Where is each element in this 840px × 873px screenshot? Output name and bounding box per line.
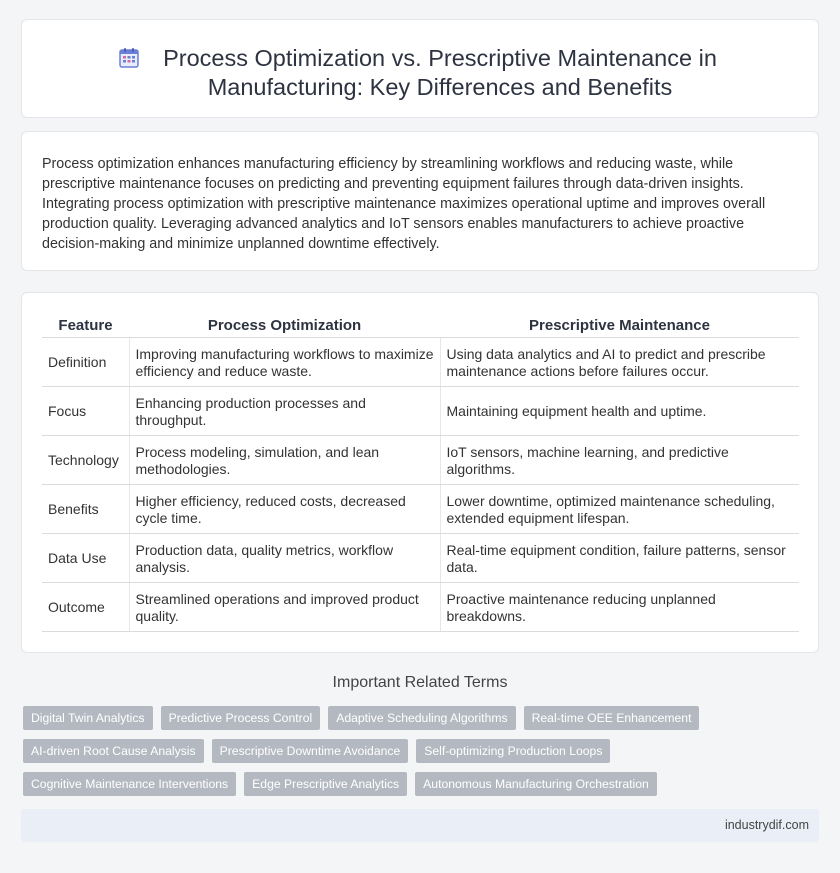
row-prescriptive-maintenance: Real-time equipment condition, failure patterns, sensor data.: [440, 534, 799, 583]
row-prescriptive-maintenance: Maintaining equipment health and uptime.: [440, 387, 799, 436]
comparison-table: [42, 315, 799, 632]
intro-card: [21, 131, 819, 271]
row-prescriptive-maintenance: Using data analytics and AI to predict and prescribe maintenance actions before failures occur.: [440, 338, 799, 387]
row-feature: Data Use: [42, 534, 129, 583]
related-term-tag[interactable]: Autonomous Manufacturing Orchestration: [415, 772, 657, 796]
row-prescriptive-maintenance: Proactive maintenance reducing unplanned breakdowns.: [440, 583, 799, 632]
header-feature: Feature: [42, 315, 129, 338]
related-term-tag[interactable]: Self-optimizing Production Loops: [416, 739, 610, 763]
row-process-optimization: Process modeling, simulation, and lean methodologies.: [129, 436, 440, 485]
row-process-optimization: Production data, quality metrics, workflow analysis.: [129, 534, 440, 583]
table-header-row: [42, 315, 799, 338]
footer-site-link[interactable]: industrydif.com: [724, 818, 809, 832]
row-process-optimization: Enhancing production processes and throughput.: [129, 387, 440, 436]
comparison-card: [21, 292, 819, 653]
title-wrap: [22, 44, 818, 102]
table-row: [42, 534, 799, 583]
calendar-icon: [118, 47, 140, 69]
row-process-optimization: Improving manufacturing workflows to maximize efficiency and reduce waste.: [129, 338, 440, 387]
row-feature: Definition: [42, 338, 129, 387]
related-terms-list: [23, 706, 823, 796]
related-term-tag[interactable]: Digital Twin Analytics: [23, 706, 153, 730]
related-term-tag[interactable]: Edge Prescriptive Analytics: [244, 772, 407, 796]
row-prescriptive-maintenance: IoT sensors, machine learning, and predictive algorithms.: [440, 436, 799, 485]
row-prescriptive-maintenance: Lower downtime, optimized maintenance scheduling, extended equipment lifespan.: [440, 485, 799, 534]
footer: [21, 809, 819, 842]
row-feature: Technology: [42, 436, 129, 485]
row-feature: Outcome: [42, 583, 129, 632]
related-term-tag[interactable]: Cognitive Maintenance Interventions: [23, 772, 236, 796]
table-row: [42, 485, 799, 534]
related-term-tag[interactable]: AI-driven Root Cause Analysis: [23, 739, 204, 763]
header-prescriptive-maintenance: Prescriptive Maintenance: [440, 315, 799, 338]
related-term-tag[interactable]: Predictive Process Control: [161, 706, 321, 730]
related-term-tag[interactable]: Adaptive Scheduling Algorithms: [328, 706, 515, 730]
row-feature: Focus: [42, 387, 129, 436]
page-title: Process Optimization vs. Prescriptive Maintenance in Manufacturing: Key Differences and Benefits: [163, 45, 717, 100]
intro-paragraph: Process optimization enhances manufacturing efficiency by streamlining workflows and reducing waste, while prescriptive maintenance focuses on predicting and preventing equipment failures through data-driven insights. Integrating process optimization with prescriptive maintenance maximizes operational uptime and improves overall production quality. Leveraging advanced analytics and IoT sensors enables manufacturers to achieve proactive decision-making and minimize unplanned downtime effectively.: [42, 156, 766, 252]
row-feature: Benefits: [42, 485, 129, 534]
table-row: [42, 583, 799, 632]
related-terms-heading: Important Related Terms: [332, 674, 508, 691]
table-row: [42, 436, 799, 485]
row-process-optimization: Streamlined operations and improved product quality.: [129, 583, 440, 632]
related-term-tag[interactable]: Real-time OEE Enhancement: [524, 706, 700, 730]
title-card: [21, 19, 819, 118]
table-row: [42, 387, 799, 436]
header-process-optimization: Process Optimization: [129, 315, 440, 338]
related-term-tag[interactable]: Prescriptive Downtime Avoidance: [212, 739, 409, 763]
table-row: [42, 338, 799, 387]
row-process-optimization: Higher efficiency, reduced costs, decreased cycle time.: [129, 485, 440, 534]
